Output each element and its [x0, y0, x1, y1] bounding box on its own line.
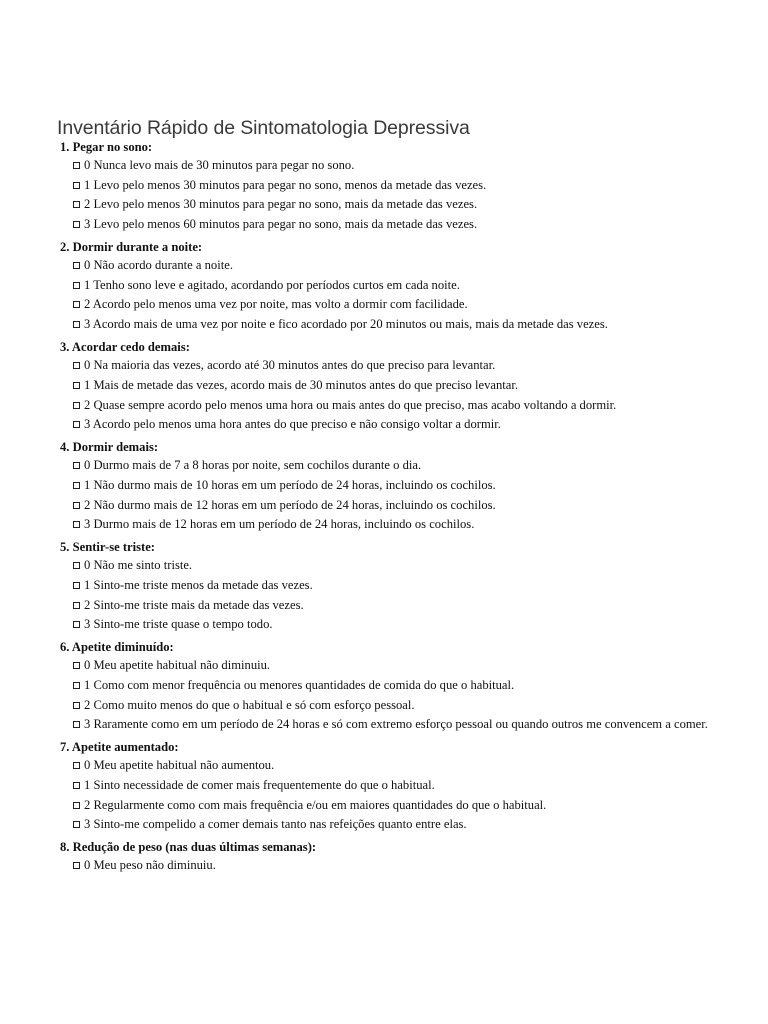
option-list — [60, 657, 750, 734]
option-item — [73, 557, 750, 575]
option-item — [73, 777, 750, 795]
option-text: 1 Sinto-me triste menos da metade das vezes. — [84, 577, 313, 592]
option-item — [73, 857, 750, 875]
option-item — [73, 657, 750, 675]
option-text: 2 Regularmente como com mais frequência e/ou em maiores quantidades do que o habitual. — [84, 797, 547, 812]
checkbox[interactable] — [73, 682, 80, 689]
option-text: 0 Na maioria das vezes, acordo até 30 minutos antes do que preciso para levantar. — [84, 358, 496, 373]
option-item — [73, 797, 750, 815]
option-list — [60, 557, 750, 634]
checkbox[interactable] — [73, 862, 80, 869]
option-text: 3 Raramente como em um período de 24 horas e só com extremo esforço pessoal ou quando outros me convencem a comer. — [84, 717, 708, 732]
checkbox[interactable] — [73, 762, 80, 769]
option-item — [73, 377, 750, 395]
option-text: 3 Acordo pelo menos uma hora antes do que preciso e não consigo voltar a dormir. — [84, 417, 501, 432]
option-item — [73, 677, 750, 695]
option-item — [73, 457, 750, 475]
question-title: 6. Apetite diminuído: — [60, 640, 174, 655]
checkbox[interactable] — [73, 462, 80, 469]
option-text: 1 Sinto necessidade de comer mais frequentemente do que o habitual. — [84, 778, 435, 793]
question-title: 8. Redução de peso (nas duas últimas semanas): — [60, 840, 317, 855]
checkbox[interactable] — [73, 482, 80, 489]
option-item — [73, 477, 750, 495]
checkbox[interactable] — [73, 821, 80, 828]
option-item — [73, 577, 750, 595]
option-text: 1 Mais de metade das vezes, acordo mais de 30 minutos antes do que preciso levantar. — [84, 377, 519, 392]
option-item — [73, 816, 750, 834]
option-list — [60, 457, 750, 534]
option-text: 0 Durmo mais de 7 a 8 horas por noite, sem cochilos durante o dia. — [84, 458, 422, 473]
checkbox[interactable] — [73, 621, 80, 628]
question-6 — [60, 638, 750, 734]
question-title: 5. Sentir-se triste: — [60, 540, 156, 555]
option-list — [60, 857, 750, 875]
option-text: 1 Tenho sono leve e agitado, acordando por períodos curtos em cada noite. — [84, 277, 460, 292]
checkbox[interactable] — [73, 502, 80, 509]
checkbox[interactable] — [73, 582, 80, 589]
checkbox[interactable] — [73, 362, 80, 369]
checkbox[interactable] — [73, 262, 80, 269]
question-1 — [60, 138, 750, 234]
option-item — [73, 497, 750, 515]
option-text: 3 Acordo mais de uma vez por noite e fico acordado por 20 minutos ou mais, mais da metade das vezes. — [84, 317, 608, 332]
document-title: Inventário Rápido de Sintomatologia Depressiva — [57, 117, 470, 139]
option-item — [73, 597, 750, 615]
option-item — [73, 157, 750, 175]
checkbox[interactable] — [73, 201, 80, 208]
option-text: 2 Como muito menos do que o habitual e só com esforço pessoal. — [84, 697, 415, 712]
option-item — [73, 316, 750, 334]
question-title: 4. Dormir demais: — [60, 440, 159, 455]
option-item — [73, 516, 750, 534]
option-list — [60, 257, 750, 334]
option-text: 1 Como com menor frequência ou menores quantidades de comida do que o habitual. — [84, 678, 515, 692]
option-list — [60, 357, 750, 434]
option-list — [60, 757, 750, 834]
option-text: 0 Não me sinto triste. — [84, 558, 193, 573]
option-item — [73, 216, 750, 234]
option-item — [73, 177, 750, 195]
option-item — [73, 697, 750, 715]
option-text: 1 Levo pelo menos 30 minutos para pegar no sono, menos da metade das vezes. — [84, 177, 487, 192]
option-item — [73, 616, 750, 634]
checkbox[interactable] — [73, 162, 80, 169]
question-8 — [60, 838, 750, 875]
option-item — [73, 257, 750, 275]
option-text: 2 Acordo pelo menos uma vez por noite, mas volto a dormir com facilidade. — [84, 297, 468, 312]
checkbox[interactable] — [73, 421, 80, 428]
option-item — [73, 757, 750, 775]
option-text: 2 Levo pelo menos 30 minutos para pegar no sono, mais da metade das vezes. — [84, 197, 478, 212]
option-text: 0 Meu peso não diminuiu. — [84, 858, 216, 873]
option-text: 1 Não durmo mais de 10 horas em um período de 24 horas, incluindo os cochilos. — [84, 477, 496, 492]
checkbox[interactable] — [73, 702, 80, 709]
question-7 — [60, 738, 750, 834]
option-text: 2 Sinto-me triste mais da metade das vezes. — [84, 597, 304, 612]
checkbox[interactable] — [73, 282, 80, 289]
checkbox[interactable] — [73, 602, 80, 609]
option-item — [73, 397, 750, 415]
option-item — [73, 277, 750, 295]
checkbox[interactable] — [73, 721, 80, 728]
option-list — [60, 157, 750, 234]
question-3 — [60, 338, 750, 434]
option-text: 0 Meu apetite habitual não diminuiu. — [84, 658, 271, 673]
question-4 — [60, 438, 750, 534]
option-item — [73, 716, 750, 734]
checkbox[interactable] — [73, 402, 80, 409]
option-text: 2 Quase sempre acordo pelo menos uma hora ou mais antes do que preciso, mas acabo voltando a dormir. — [84, 397, 617, 412]
question-5 — [60, 538, 750, 634]
checkbox[interactable] — [73, 301, 80, 308]
checkbox[interactable] — [73, 802, 80, 809]
checkbox[interactable] — [73, 782, 80, 789]
checkbox[interactable] — [73, 182, 80, 189]
option-text: 3 Sinto-me compelido a comer demais tanto nas refeições quanto entre elas. — [84, 817, 467, 832]
checkbox[interactable] — [73, 221, 80, 228]
option-item — [73, 416, 750, 434]
option-item — [73, 296, 750, 314]
option-text: 3 Durmo mais de 12 horas em um período de 24 horas, incluindo os cochilos. — [84, 517, 475, 532]
checkbox[interactable] — [73, 521, 80, 528]
option-text: 3 Sinto-me triste quase o tempo todo. — [84, 617, 273, 632]
option-text: 3 Levo pelo menos 60 minutos para pegar no sono, mais da metade das vezes. — [84, 217, 478, 232]
question-title: 3. Acordar cedo demais: — [60, 340, 190, 355]
question-title: 1. Pegar no sono: — [60, 140, 153, 154]
question-title: 7. Apetite aumentado: — [60, 740, 179, 755]
option-text: 0 Nunca levo mais de 30 minutos para pegar no sono. — [84, 158, 355, 172]
option-text: 2 Não durmo mais de 12 horas em um período de 24 horas, incluindo os cochilos. — [84, 497, 496, 512]
option-item — [73, 357, 750, 375]
checkbox[interactable] — [73, 321, 80, 328]
checkbox[interactable] — [73, 382, 80, 389]
option-text: 0 Não acordo durante a noite. — [84, 258, 233, 273]
question-2 — [60, 238, 750, 334]
question-title: 2. Dormir durante a noite: — [60, 240, 203, 255]
checkbox[interactable] — [73, 562, 80, 569]
option-item — [73, 196, 750, 214]
option-text: 0 Meu apetite habitual não aumentou. — [84, 758, 275, 773]
checkbox[interactable] — [73, 662, 80, 669]
questionnaire — [60, 138, 750, 879]
